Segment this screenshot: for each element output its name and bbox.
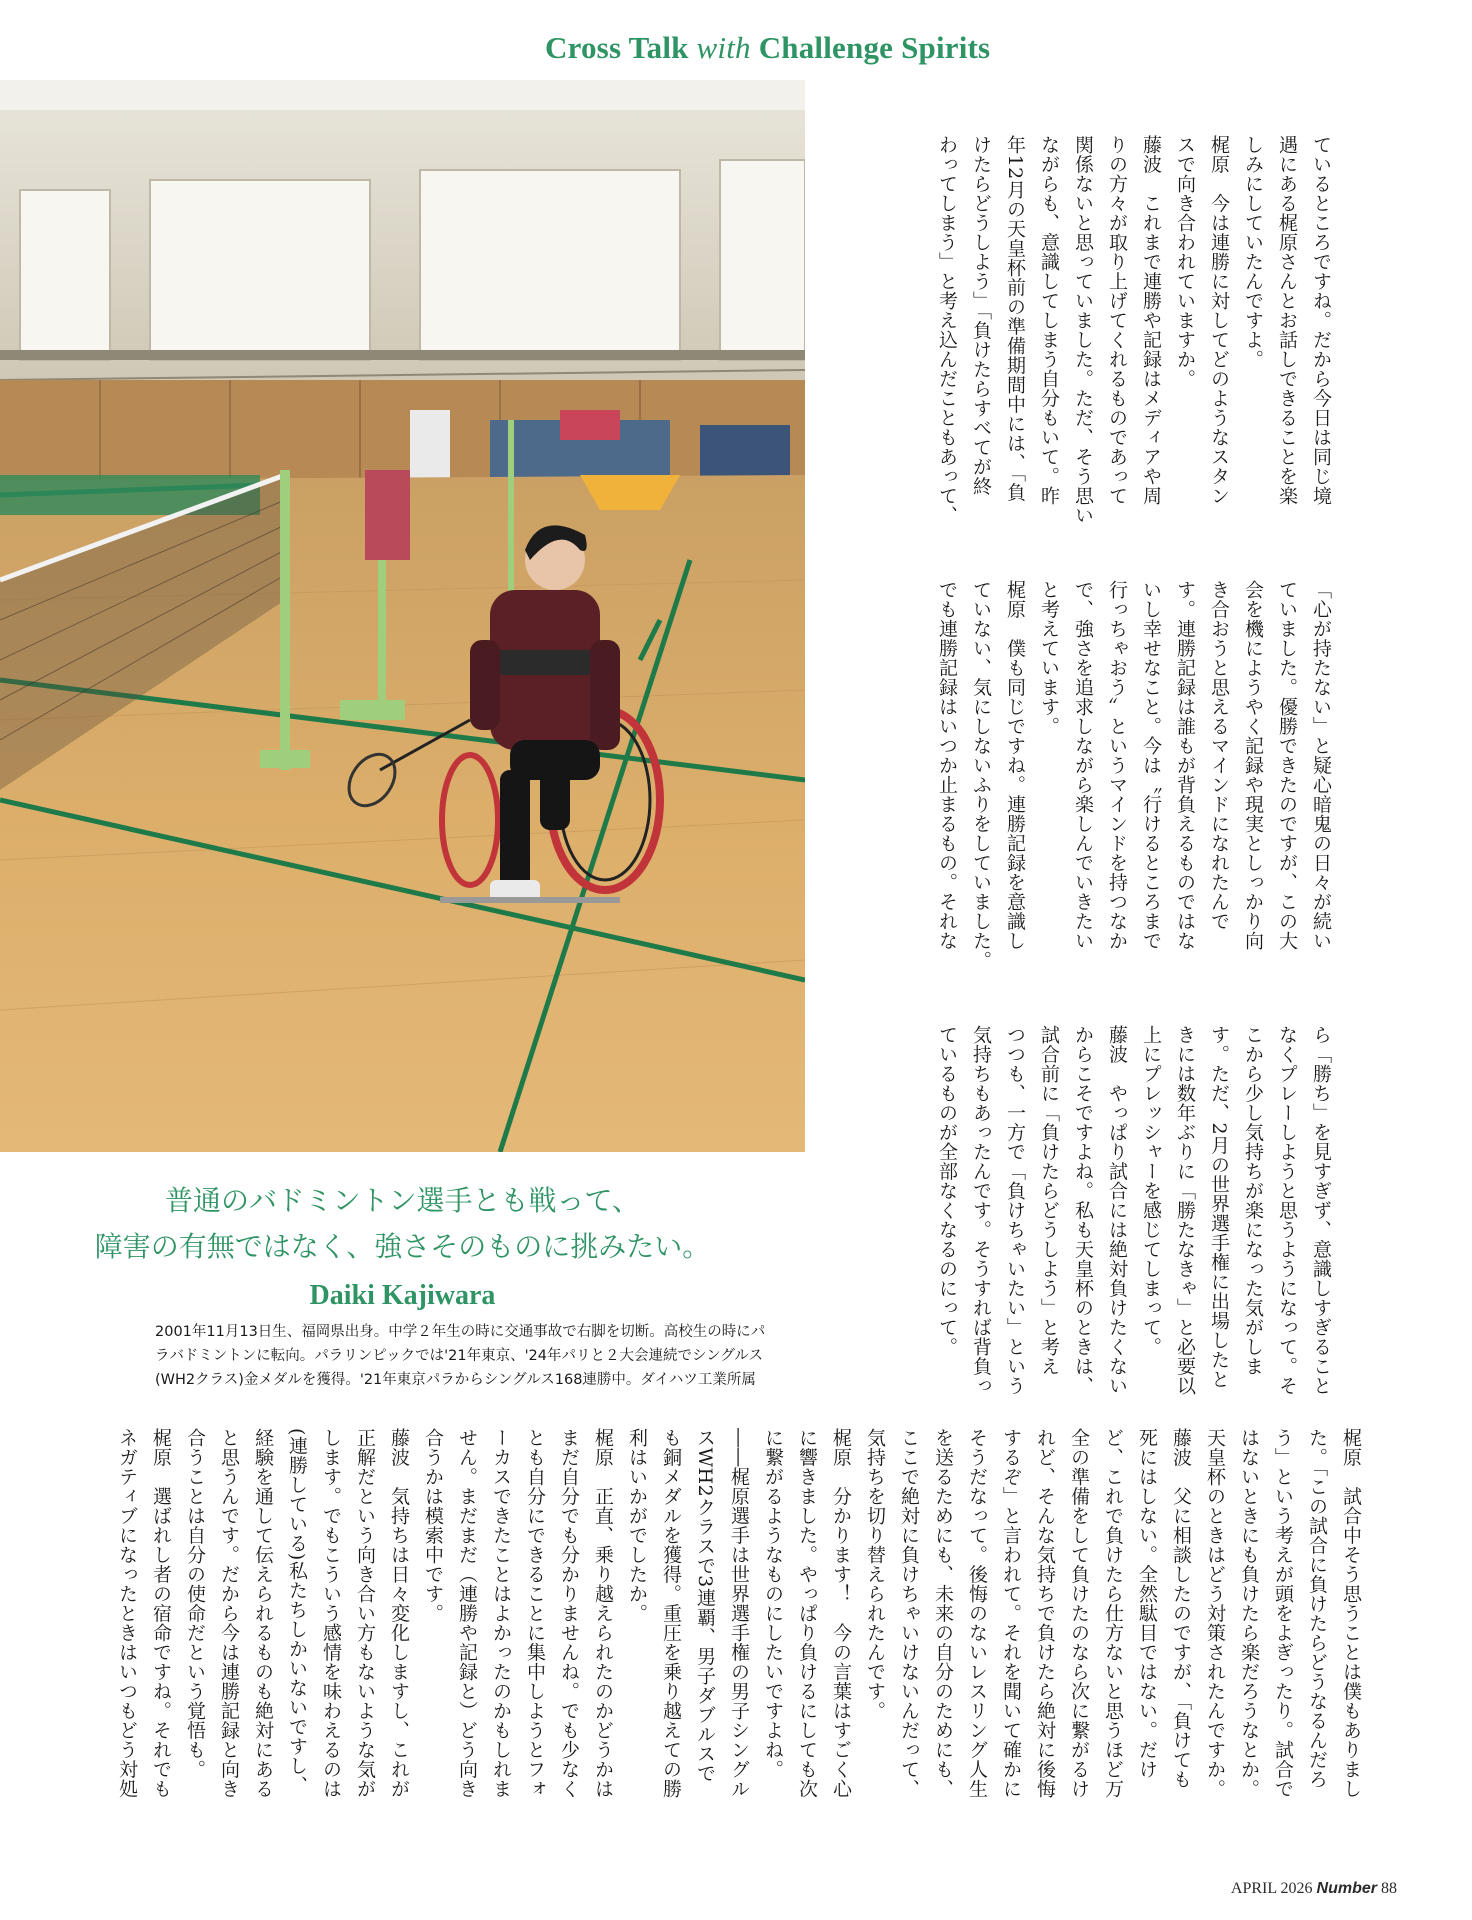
article-block-4 <box>110 1428 1368 1838</box>
article-line: するぞ」と言われて。それを聞いて確かに <box>1000 1428 1022 1799</box>
athlete-bio <box>155 1320 765 1392</box>
pull-quote <box>0 1178 805 1270</box>
series-title <box>545 30 990 66</box>
athlete-name: Daiki Kajiwara <box>309 1280 496 1311</box>
article-line: (連勝している)私たちしかいないですし、 <box>286 1428 308 1795</box>
article-line: 藤波 父に相談したのですが、「負けても <box>1170 1428 1192 1789</box>
article-line: 梶原 今は連勝に対してどのようなスタン <box>1208 135 1230 506</box>
article-line: す。連勝記録は誰もが背負えるものではな <box>1174 580 1196 951</box>
article-line: 気持ちもあったんです。そうすれば背負っ <box>970 1025 992 1396</box>
article-line: せん。まだまだ（連勝や記録と）どう向き <box>456 1428 478 1799</box>
bio-line-1: 2001年11月13日生、福岡県出身。中学２年生の時に交通事故で右脚を切断。高校生の時にパ <box>155 1324 766 1340</box>
article-line: わってしまう」と考え込んだこともあって、 <box>936 135 958 525</box>
article-line: 「心が持たない」と疑心暗鬼の日々が続い <box>1310 580 1332 951</box>
article-line: いし幸せなこと。今は〝行けるところまで <box>1140 580 1162 951</box>
article-line: 関係ないと思っていました。ただ、そう思い <box>1072 135 1094 525</box>
article-line: しみにしていたんですよ。 <box>1242 135 1264 369</box>
article-line: 遇にある梶原さんとお話しできることを楽 <box>1276 135 1298 506</box>
article-line: を送るためにも、未来の自分のためにも、 <box>932 1428 954 1799</box>
article-line: ど、これで負けたら仕方ないと思うほど万 <box>1102 1428 1124 1799</box>
folio-issue: APRIL 2026 <box>1230 1880 1317 1897</box>
article-line: でも連勝記録はいつか止まるもの。それな <box>936 580 958 951</box>
article-line: 藤波 気持ちは日々変化しますし、これが <box>388 1428 410 1799</box>
article-line: 梶原 正直、乗り越えられたのかどうかは <box>592 1428 614 1799</box>
article-line: とも自分にできることに集中しようとフォ <box>524 1428 546 1799</box>
article-line: 梶原 選ばれし者の宿命ですね。それでも <box>150 1428 172 1799</box>
article-line: 年12月の天皇杯前の準備期間中には、「負 <box>1004 135 1026 502</box>
article-line: 梶原 分かります！ 今の言葉はすごく心 <box>830 1428 852 1799</box>
article-line: 天皇杯のときはどう対策されたんですか。 <box>1204 1428 1226 1799</box>
article-line: 合うことは自分の使命だという覚悟も。 <box>184 1428 206 1779</box>
article-line: 梶原 試合中そう思うことは僕もありまし <box>1340 1428 1362 1799</box>
series-title-part3: Challenge Spirits <box>750 30 991 65</box>
article-line: た。「この試合に負けたらどうなるんだろ <box>1306 1428 1328 1789</box>
article-line: ながらも、意識してしまう自分もいて。昨 <box>1038 135 1060 506</box>
article-line: なくプレーしようと思うようになって。そ <box>1276 1025 1298 1396</box>
article-line: 藤波 これまで連勝や記録はメディアや周 <box>1140 135 1162 506</box>
article-block-1 <box>930 135 1338 555</box>
bio-line-3: (WH2クラス)金メダルを獲得。'21年東京パラからシングルス168連勝中。ダイハツ工業所属 <box>155 1372 756 1388</box>
article-line: します。でもこういう感情を味わえるのは <box>320 1428 342 1799</box>
article-line: 気持ちを切り替えられたんです。 <box>864 1428 886 1721</box>
article-line: こから少し気持ちが楽になった気がしま <box>1242 1025 1264 1376</box>
article-line: ネガティブになったときはいつもどう対処 <box>116 1428 138 1799</box>
article-line: からこそですよね。私も天皇杯のときは、 <box>1072 1025 1094 1396</box>
article-line: スで向き合われていますか。 <box>1174 135 1196 389</box>
article-line: ここで絶対に負けちゃいけないんだって、 <box>898 1428 920 1799</box>
article-line: 全の準備をして負けたのなら次に繋がるけ <box>1068 1428 1090 1799</box>
folio-brand: Number <box>1316 1880 1377 1897</box>
series-title-part1: Cross Talk <box>545 30 697 65</box>
article-line: スWH2クラスで3連覇、男子ダブルスで <box>694 1428 716 1783</box>
article-line: す。ただ、2月の世界選手権に出場したと <box>1208 1025 1230 1389</box>
article-line: けたらどうしよう」「負けたらすべてが終 <box>970 135 992 496</box>
page-folio <box>1231 1880 1397 1898</box>
article-line: ーカスできたことはよかったのかもしれま <box>490 1428 512 1799</box>
article-line: 試合前に「負けたらどうしよう」と考え <box>1038 1025 1060 1376</box>
pull-quote-line-1: 普通のバドミントン選手とも戦って、 <box>165 1184 640 1217</box>
article-line: ――梶原選手は世界選手権の男子シングル <box>728 1428 750 1799</box>
pull-quote-line-2: 障害の有無ではなく、強さそのものに挑みたい。 <box>94 1230 711 1263</box>
article-block-3 <box>930 1025 1338 1445</box>
article-line: 合うかは模索中です。 <box>422 1428 444 1623</box>
article-line: ていない、気にしないふりをしていました。 <box>970 580 992 970</box>
article-line: 正解だという向き合い方もないような気が <box>354 1428 376 1799</box>
article-line: と思うんです。だから今は連勝記録と向き <box>218 1428 240 1799</box>
article-line: はないときにも負けたら楽だろうなとか。 <box>1238 1428 1260 1799</box>
article-line: に繋がるようなものにしたいですよね。 <box>762 1428 784 1779</box>
article-block-2 <box>930 580 1338 1000</box>
article-line: う」という考えが頭をよぎったり。試合で <box>1272 1428 1294 1799</box>
article-line: ているところですね。だから今日は同じ境 <box>1310 135 1332 506</box>
article-line: つつも、一方で「負けちゃいたい」という <box>1004 1025 1026 1396</box>
article-line: れど、そんな気持ちで負けたら絶対に後悔 <box>1034 1428 1056 1799</box>
article-line: 上にプレッシャーを感じてしまって。 <box>1140 1025 1162 1357</box>
article-line: 経験を通して伝えられるものも絶対にある <box>252 1428 274 1799</box>
feature-photo <box>0 80 805 1152</box>
series-title-with: with <box>696 30 751 65</box>
article-line: 死にはしない。全然駄目ではない。だけ <box>1136 1428 1158 1779</box>
article-line: 梶原 僕も同じですね。連勝記録を意識し <box>1004 580 1026 951</box>
article-line: きには数年ぶりに「勝たなきゃ」と必要以 <box>1174 1025 1196 1396</box>
article-line: に響きました。やっぱり負けるにしても次 <box>796 1428 818 1799</box>
bio-line-2: ラバドミントンに転向。パラリンピックでは'21年東京、'24年パリと２大会連続でシングルス <box>155 1348 763 1364</box>
article-line: と考えています。 <box>1038 580 1060 736</box>
article-line: 行っちゃおう〟というマインドを持つなか <box>1106 580 1128 951</box>
article-line: 藤波 やっぱり試合には絶対負けたくない <box>1106 1025 1128 1396</box>
article-line: 会を機にようやく記録や現実としっかり向 <box>1242 580 1264 951</box>
article-line: も銅メダルを獲得。重圧を乗り越えての勝 <box>660 1428 682 1799</box>
folio-page-number: 88 <box>1377 1880 1397 1897</box>
article-line: で、強さを追求しながら楽しんでいきたい <box>1072 580 1094 951</box>
article-line: き合おうと思えるマインドになれたんで <box>1208 580 1230 931</box>
article-line: そうだなって。後悔のないレスリング人生 <box>966 1428 988 1799</box>
article-line: ているものが全部なくなるのにって。 <box>936 1025 958 1357</box>
article-line: 利はいかがでしたか。 <box>626 1428 648 1623</box>
article-line: ていました。優勝できたのですが、この大 <box>1276 580 1298 951</box>
article-line: りの方々が取り上げてくれるものであって <box>1106 135 1128 506</box>
article-line: まだ自分でも分かりませんね。でも少なく <box>558 1428 580 1799</box>
article-line: ら「勝ち」を見すぎず、意識しすぎること <box>1310 1025 1332 1396</box>
